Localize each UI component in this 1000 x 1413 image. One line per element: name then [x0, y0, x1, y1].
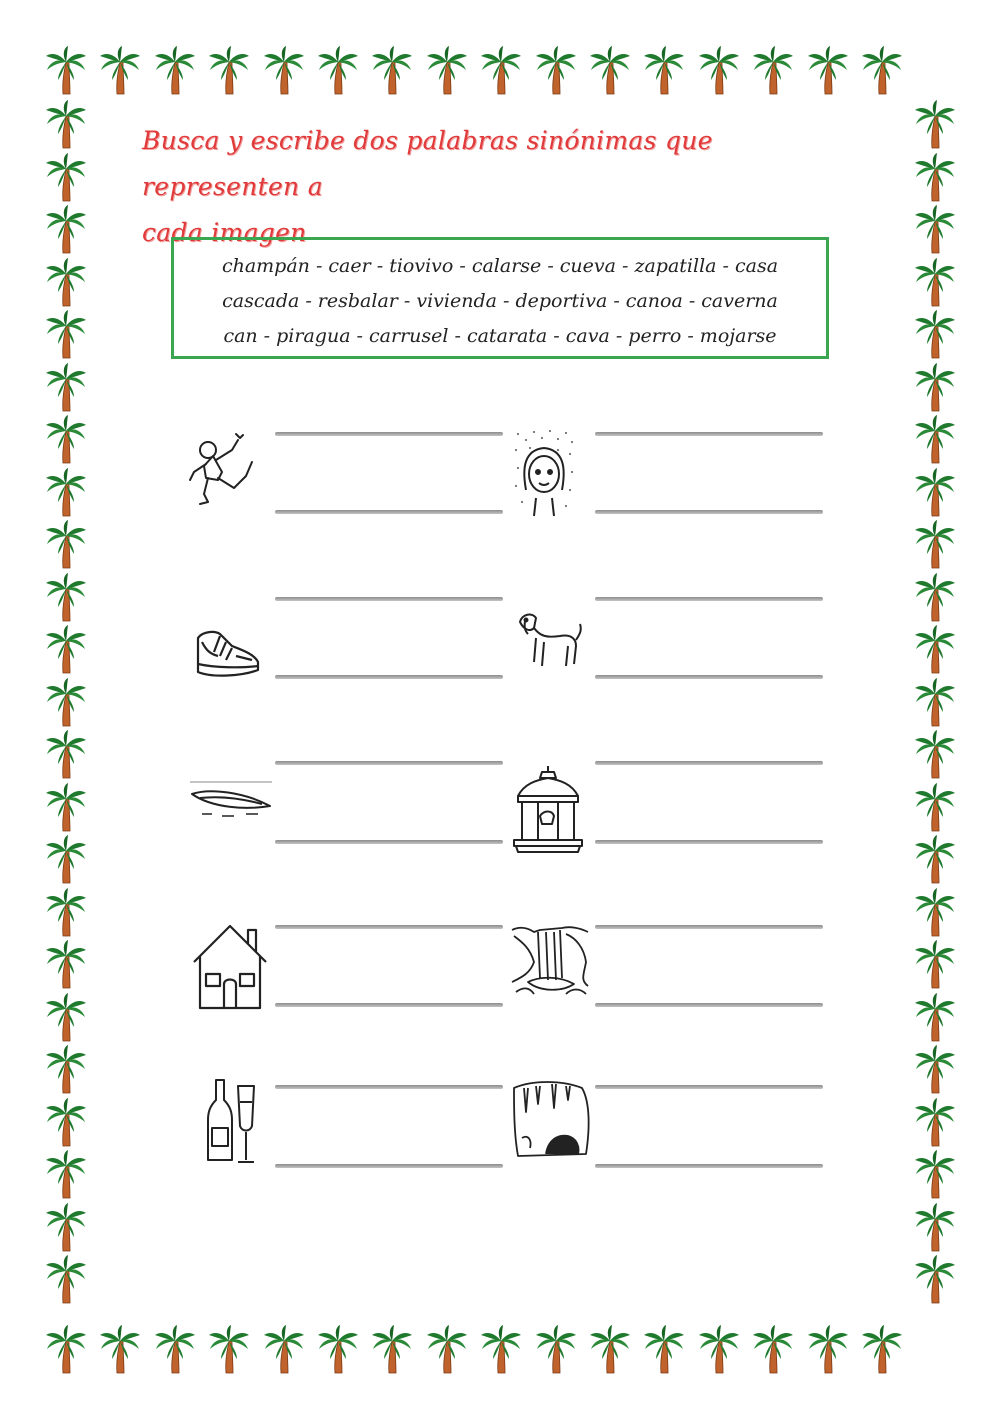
answer-line[interactable] [275, 925, 503, 929]
answer-line[interactable] [595, 840, 823, 844]
palm-tree-icon [915, 1150, 955, 1198]
palm-tree-icon [915, 783, 955, 831]
waterfall-icon [510, 922, 590, 1000]
palm-tree-icon [915, 310, 955, 358]
word-bank-box [171, 237, 829, 359]
palm-tree-icon [753, 46, 793, 94]
palm-tree-icon [915, 100, 955, 148]
cave-icon [512, 1078, 592, 1162]
carousel-icon [512, 762, 584, 854]
palm-tree-icon [915, 1255, 955, 1303]
palm-tree-icon [46, 520, 86, 568]
palm-tree-icon [481, 1325, 521, 1373]
dog-icon [514, 610, 584, 674]
palm-tree-icon [915, 1203, 955, 1251]
palm-tree-icon [46, 153, 86, 201]
palm-tree-icon [699, 46, 739, 94]
answer-line[interactable] [275, 1164, 503, 1168]
answer-line[interactable] [595, 761, 823, 765]
palm-tree-icon [427, 1325, 467, 1373]
answer-line[interactable] [275, 761, 503, 765]
palm-tree-icon [318, 1325, 358, 1373]
palm-tree-icon [155, 1325, 195, 1373]
answer-line[interactable] [595, 1085, 823, 1089]
palm-tree-icon [915, 730, 955, 778]
palm-tree-icon [915, 678, 955, 726]
palm-tree-icon [46, 678, 86, 726]
champagne-icon [206, 1076, 262, 1166]
palm-tree-icon [915, 940, 955, 988]
palm-tree-icon [264, 46, 304, 94]
answer-line[interactable] [275, 675, 503, 679]
palm-tree-icon [644, 46, 684, 94]
palm-tree-icon [644, 1325, 684, 1373]
instruction-title [142, 118, 872, 256]
rain-girl-icon [512, 428, 576, 518]
palm-tree-icon [915, 1045, 955, 1093]
answer-line[interactable] [275, 1085, 503, 1089]
palm-tree-icon [46, 1255, 86, 1303]
answer-line[interactable] [275, 1003, 503, 1007]
falling-boy-icon [186, 432, 258, 512]
palm-tree-icon [46, 1045, 86, 1093]
palm-tree-icon [915, 468, 955, 516]
palm-tree-icon [46, 100, 86, 148]
palm-tree-icon [46, 1150, 86, 1198]
answer-line[interactable] [595, 675, 823, 679]
palm-tree-icon [372, 1325, 412, 1373]
answer-line[interactable] [275, 432, 503, 436]
answer-line[interactable] [275, 597, 503, 601]
palm-tree-icon [808, 1325, 848, 1373]
palm-tree-icon [46, 993, 86, 1041]
palm-tree-icon [862, 46, 902, 94]
answer-line[interactable] [275, 510, 503, 514]
palm-tree-icon [915, 415, 955, 463]
palm-tree-icon [264, 1325, 304, 1373]
palm-tree-icon [699, 1325, 739, 1373]
palm-tree-icon [46, 940, 86, 988]
palm-tree-icon [590, 1325, 630, 1373]
palm-tree-icon [862, 1325, 902, 1373]
palm-tree-icon [427, 46, 467, 94]
palm-tree-icon [100, 46, 140, 94]
palm-tree-icon [915, 363, 955, 411]
canoe-icon [188, 776, 274, 820]
palm-tree-icon [915, 153, 955, 201]
palm-tree-icon [46, 888, 86, 936]
palm-tree-icon [915, 520, 955, 568]
instruction-line-2: cada imagen [142, 218, 307, 247]
palm-tree-icon [590, 46, 630, 94]
palm-tree-icon [209, 1325, 249, 1373]
palm-tree-icon [915, 835, 955, 883]
palm-tree-icon [915, 625, 955, 673]
palm-tree-icon [318, 46, 358, 94]
answer-line[interactable] [595, 597, 823, 601]
palm-tree-icon [100, 1325, 140, 1373]
word-bank-line: champán - caer - tiovivo - calarse - cueva - zapatilla - casa [221, 255, 779, 277]
sneaker-icon [192, 622, 264, 684]
palm-tree-icon [46, 205, 86, 253]
palm-tree-icon [46, 310, 86, 358]
palm-tree-icon [915, 993, 955, 1041]
palm-tree-icon [46, 783, 86, 831]
answer-line[interactable] [595, 1164, 823, 1168]
answer-line[interactable] [595, 1003, 823, 1007]
answer-line[interactable] [595, 510, 823, 514]
palm-tree-icon [46, 46, 86, 94]
palm-tree-icon [915, 205, 955, 253]
palm-tree-icon [536, 1325, 576, 1373]
palm-tree-icon [46, 573, 86, 621]
palm-tree-icon [915, 573, 955, 621]
palm-tree-icon [46, 1203, 86, 1251]
answer-line[interactable] [595, 432, 823, 436]
palm-tree-icon [155, 46, 195, 94]
palm-tree-icon [481, 46, 521, 94]
word-bank-line: cascada - resbalar - vivienda - deportiva - canoa - caverna [222, 290, 778, 312]
instruction-line-1: Busca y escribe dos palabras sinónimas que representen a [142, 126, 713, 201]
palm-tree-icon [46, 468, 86, 516]
palm-tree-icon [46, 835, 86, 883]
house-icon [188, 922, 272, 1012]
palm-tree-icon [915, 888, 955, 936]
palm-tree-icon [46, 1325, 86, 1373]
palm-tree-icon [209, 46, 249, 94]
answer-line[interactable] [595, 925, 823, 929]
palm-tree-icon [46, 363, 86, 411]
palm-tree-icon [46, 415, 86, 463]
palm-tree-icon [536, 46, 576, 94]
palm-tree-icon [46, 258, 86, 306]
palm-tree-icon [46, 730, 86, 778]
palm-tree-icon [915, 1098, 955, 1146]
answer-line[interactable] [275, 840, 503, 844]
palm-tree-icon [753, 1325, 793, 1373]
palm-tree-icon [46, 625, 86, 673]
word-bank-line: can - piragua - carrusel - catarata - cava - perro - mojarse [223, 325, 777, 347]
palm-tree-icon [808, 46, 848, 94]
palm-tree-icon [46, 1098, 86, 1146]
palm-tree-icon [915, 258, 955, 306]
palm-tree-icon [372, 46, 412, 94]
